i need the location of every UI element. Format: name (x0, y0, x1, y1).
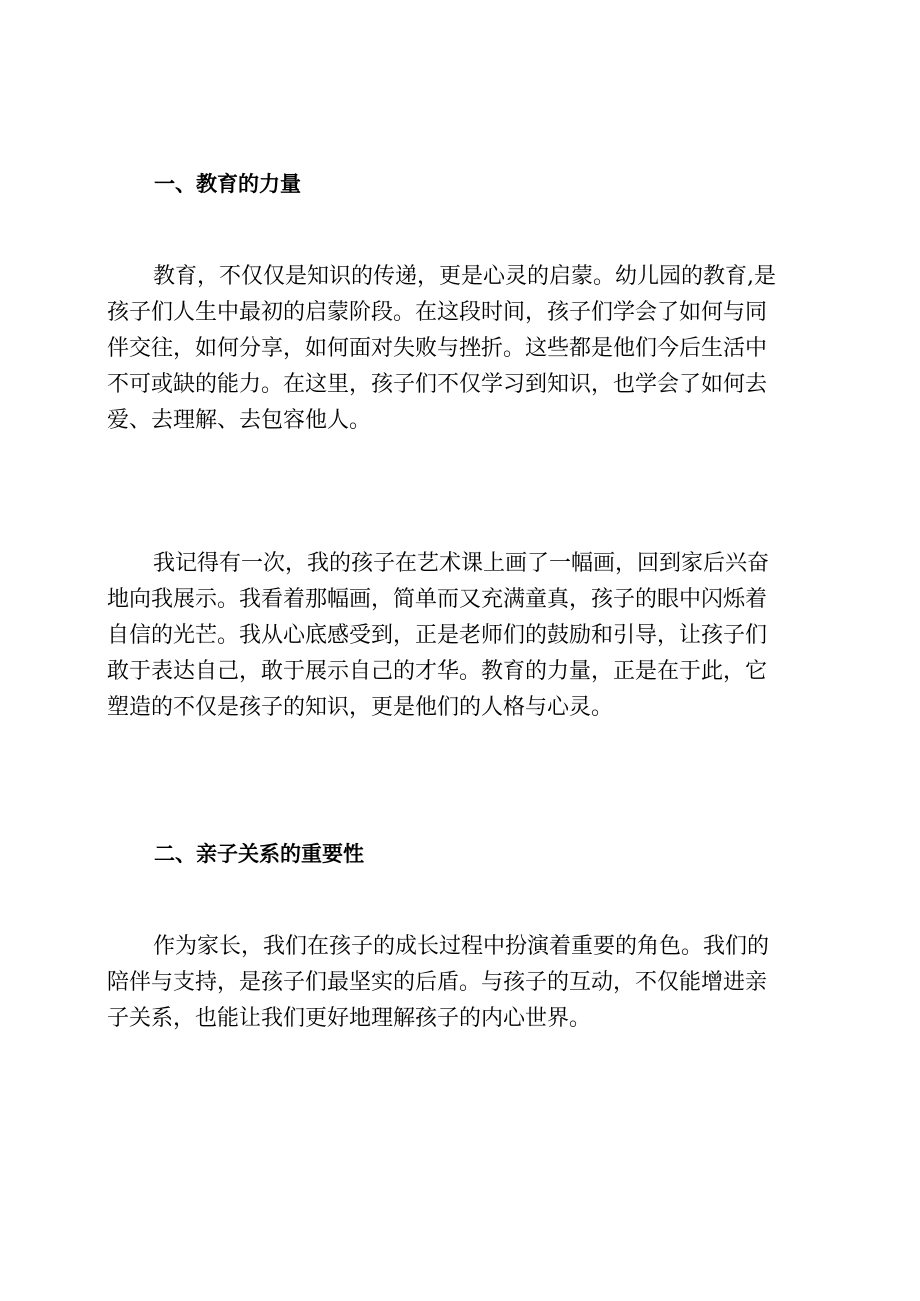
paragraph-line: 自信的光芒。我从心底感受到，正是老师们的鼓励和引导，让孩子们 (107, 623, 768, 648)
paragraph-line: 不可或缺的能力。在这里，孩子们不仅学习到知识，也学会了如何去 (107, 372, 768, 397)
paragraph-art-class-story (107, 546, 819, 726)
paragraph-education-intro (107, 259, 819, 439)
paragraph-line: 爱、去理解、去包容他人。 (107, 408, 372, 433)
section-heading-education: 一、教育的力量 (154, 172, 301, 196)
paragraph-line: 教育，不仅仅是知识的传递，更是心灵的启蒙。幼儿园的教育,是 (153, 264, 776, 289)
paragraph-line: 子关系，也能让我们更好地理解孩子的内心世界。 (107, 1006, 592, 1031)
paragraph-line: 塑造的不仅是孩子的知识，更是他们的人格与心灵。 (107, 695, 614, 720)
paragraph-line: 孩子们人生中最初的启蒙阶段。在这段时间，孩子们学会了如何与同 (107, 300, 768, 325)
paragraph-line: 伴交往，如何分享，如何面对失败与挫折。这些都是他们今后生活中 (107, 336, 768, 361)
section-heading-parent-child: 二、亲子关系的重要性 (154, 842, 364, 866)
paragraph-parent-role (107, 929, 819, 1037)
paragraph-line: 我记得有一次，我的孩子在艺术课上画了一幅画，回到家后兴奋 (153, 551, 770, 576)
paragraph-line: 陪伴与支持，是孩子们最坚实的后盾。与孩子的互动，不仅能增进亲 (107, 970, 768, 995)
paragraph-line: 敢于表达自己，敢于展示自己的才华。教育的力量，正是在于此，它 (107, 659, 768, 684)
paragraph-line: 地向我展示。我看着那幅画，简单而又充满童真，孩子的眼中闪烁着 (107, 587, 768, 612)
paragraph-line: 作为家长，我们在孩子的成长过程中扮演着重要的角色。我们的 (153, 934, 770, 959)
